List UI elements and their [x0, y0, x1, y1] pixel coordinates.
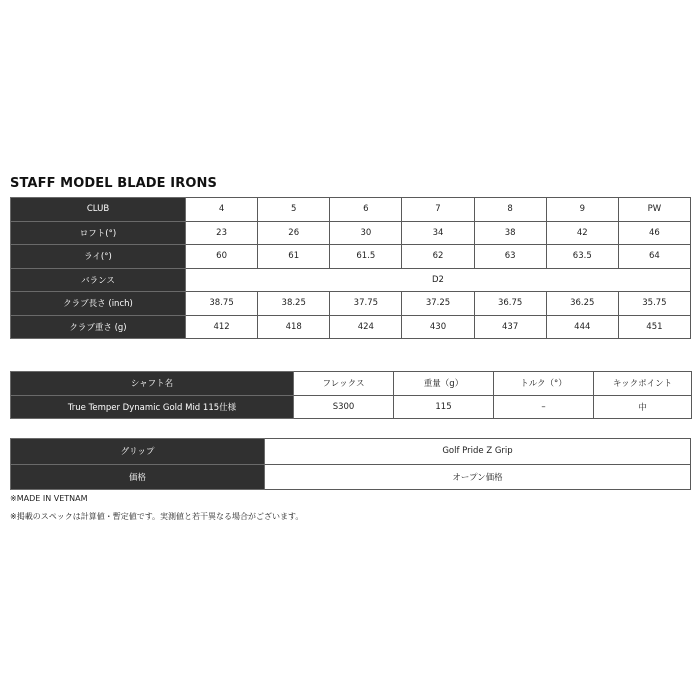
lie-value: 64: [618, 245, 690, 269]
weight-value: 412: [186, 315, 258, 339]
weight-value: 430: [402, 315, 474, 339]
flex-header: フレックス: [294, 372, 394, 396]
loft-value: 42: [546, 221, 618, 245]
shaft-weight-header: 重量（g）: [394, 372, 494, 396]
row-label: ロフト(°): [11, 221, 186, 245]
kick-point-value: 中: [594, 395, 692, 419]
loft-value: 23: [186, 221, 258, 245]
club-number: 6: [330, 198, 402, 222]
shaft-table: [10, 371, 692, 419]
club-number: 7: [402, 198, 474, 222]
lie-value: 60: [186, 245, 258, 269]
grip-price-table: [10, 438, 691, 490]
made-in-note: ※MADE IN VETNAM: [10, 494, 88, 503]
price-row: [11, 464, 691, 490]
spec-table: [10, 197, 691, 339]
weight-value: 424: [330, 315, 402, 339]
weight-value: 444: [546, 315, 618, 339]
club-label: CLUB: [11, 198, 186, 222]
loft-value: 26: [258, 221, 330, 245]
length-value: 35.75: [618, 292, 690, 316]
price-value: オープン価格: [265, 464, 691, 490]
row-label: ライ(°): [11, 245, 186, 269]
shaft-weight-value: 115: [394, 395, 494, 419]
club-number: 9: [546, 198, 618, 222]
shaft-name-header: シャフト名: [11, 372, 294, 396]
torque-value: –: [494, 395, 594, 419]
loft-value: 34: [402, 221, 474, 245]
spec-header-row: [11, 198, 691, 222]
length-row: [11, 292, 691, 316]
club-number: 4: [186, 198, 258, 222]
length-value: 38.25: [258, 292, 330, 316]
lie-value: 61.5: [330, 245, 402, 269]
weight-value: 437: [474, 315, 546, 339]
torque-header: トルク（°）: [494, 372, 594, 396]
balance-row: [11, 268, 691, 292]
lie-value: 63.5: [546, 245, 618, 269]
loft-value: 30: [330, 221, 402, 245]
price-label: 価格: [11, 464, 265, 490]
lie-row: [11, 245, 691, 269]
loft-value: 38: [474, 221, 546, 245]
row-label: クラブ長さ (inch): [11, 292, 186, 316]
grip-label: グリップ: [11, 439, 265, 465]
length-value: 37.25: [402, 292, 474, 316]
length-value: 37.75: [330, 292, 402, 316]
page-title: STAFF MODEL BLADE IRONS: [10, 176, 217, 191]
loft-value: 46: [618, 221, 690, 245]
length-value: 36.25: [546, 292, 618, 316]
lie-value: 61: [258, 245, 330, 269]
loft-row: [11, 221, 691, 245]
shaft-name-value: True Temper Dynamic Gold Mid 115仕様: [11, 395, 294, 419]
club-number: 8: [474, 198, 546, 222]
lie-value: 62: [402, 245, 474, 269]
shaft-header-row: [11, 372, 692, 396]
length-value: 36.75: [474, 292, 546, 316]
flex-value: S300: [294, 395, 394, 419]
length-value: 38.75: [186, 292, 258, 316]
kick-point-header: キックポイント: [594, 372, 692, 396]
weight-value: 451: [618, 315, 690, 339]
spec-disclaimer-note: ※掲載のスペックは計算値・暫定値です。実測値と若干異なる場合がございます。: [10, 512, 304, 521]
row-label: バランス: [11, 268, 186, 292]
grip-value: Golf Pride Z Grip: [265, 439, 691, 465]
balance-value: D2: [186, 268, 691, 292]
club-number: 5: [258, 198, 330, 222]
row-label: クラブ重さ (g): [11, 315, 186, 339]
weight-row: [11, 315, 691, 339]
grip-row: [11, 439, 691, 465]
club-number: PW: [618, 198, 690, 222]
shaft-value-row: [11, 395, 692, 419]
weight-value: 418: [258, 315, 330, 339]
lie-value: 63: [474, 245, 546, 269]
